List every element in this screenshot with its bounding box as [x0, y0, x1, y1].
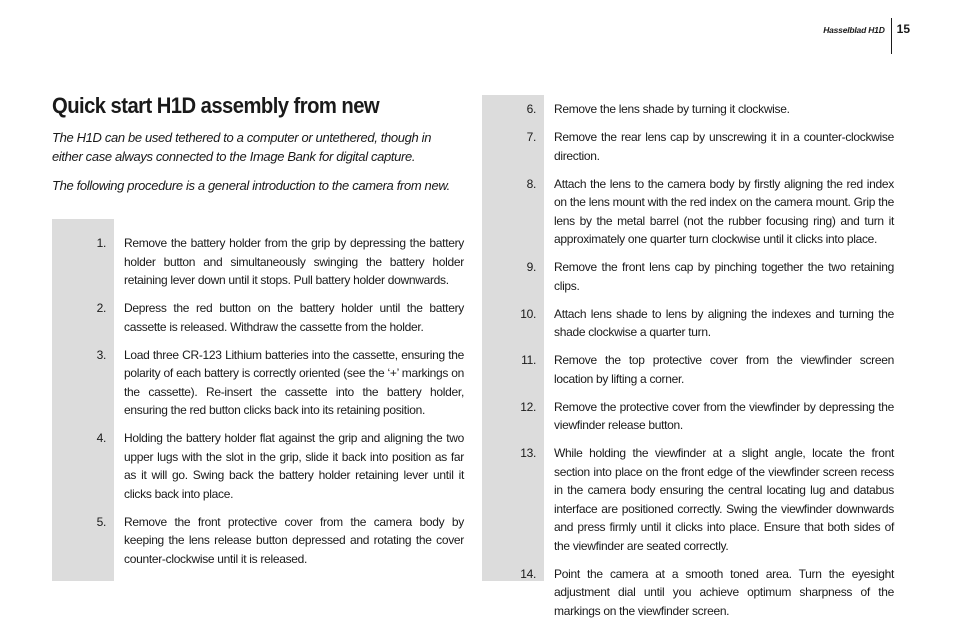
step-text: Load three CR-123 Lithium batteries into the cassette, ensuring the polarity of each battery is correctly oriented (see the ‘+’ markings on the cassette). Re-insert the cassette into the battery holder, ensuring the red button clicks back into its retaining position. [124, 347, 464, 417]
step-item-6 [482, 100, 894, 119]
step-number: 14. [520, 566, 536, 581]
step-item-8 [482, 175, 894, 249]
step-item-5 [52, 513, 464, 569]
step-item-1 [52, 234, 464, 290]
page-header [823, 18, 910, 54]
step-item-14 [482, 565, 894, 621]
step-number: 8. [526, 176, 536, 191]
step-number: 13. [520, 446, 536, 460]
page-number: 15 [896, 22, 910, 36]
step-text: Remove the protective cover from the viewfinder by depressing the viewfinder release button. [554, 399, 894, 432]
step-number: 10. [520, 306, 536, 321]
step-text: Remove the lens shade by turning it clockwise. [554, 102, 790, 116]
step-text: Remove the top protective cover from the viewfinder screen location by lifting a corner. [554, 353, 894, 386]
step-number: 5. [96, 514, 106, 529]
step-text: Remove the battery holder from the grip by depressing the battery holder button and simultaneously swinging the battery holder retaining lever down until it stops. Pull battery holder downwards. [124, 236, 464, 287]
step-text: Attach lens shade to lens by aligning the indexes and turning the shade clockwise a quarter turn. [554, 306, 894, 339]
steps-list-right [482, 100, 894, 630]
step-number: 9. [526, 260, 536, 274]
step-text: Remove the front lens cap by pinching together the two retaining clips. [554, 260, 894, 293]
step-item-7 [482, 128, 894, 165]
steps-list-left [52, 234, 464, 578]
step-number: 4. [96, 431, 106, 445]
step-text: Depress the red button on the battery holder until the battery cassette is released. Withdraw the cassette from the holder. [124, 301, 464, 334]
step-number: 12. [520, 399, 536, 414]
step-number: 1. [96, 236, 106, 250]
step-item-13 [482, 444, 894, 555]
step-number: 6. [526, 102, 536, 116]
intro-paragraph-1: The H1D can be used tethered to a computer or untethered, though in either case always connected to the Image Bank for digital capture. [52, 130, 432, 164]
step-text: Holding the battery holder flat against the grip and aligning the two upper lugs with the slot in the grip, slide it back into position as far as it will go. Swing back the battery holder retaining lever until it clicks back into place. [124, 431, 464, 501]
step-item-3 [52, 346, 464, 420]
step-item-9 [482, 258, 894, 295]
page-title: Quick start H1D assembly from new [52, 93, 380, 118]
step-item-2 [52, 299, 464, 336]
step-number: 2. [96, 301, 106, 315]
step-number: 7. [526, 130, 536, 144]
step-number: 3. [96, 347, 106, 362]
intro-paragraph-2: The following procedure is a general introduction to the camera from new. [52, 178, 450, 193]
step-item-4 [52, 429, 464, 503]
step-text: While holding the viewfinder at a slight angle, locate the front section into place on the front edge of the viewfinder screen recess in the camera body ensuring the central locating lug and databus interface are positioned correctly. Swing the viewfinder downwards and press firmly until it clicks into place. Ensure that both sides of the viewfinder are seated correctly. [554, 446, 894, 553]
step-text: Remove the rear lens cap by unscrewing it in a counter-clockwise direction. [554, 130, 894, 163]
step-text: Remove the front protective cover from the camera body by keeping the lens release button depressed and rotating the cover counter-clockwise until it is released. [124, 514, 464, 566]
step-item-10 [482, 305, 894, 342]
step-text: Point the camera at a smooth toned area. Turn the eyesight adjustment dial until you achieve optimum sharpness of the markings on the viewfinder screen. [554, 566, 894, 618]
step-item-12 [482, 398, 894, 435]
step-item-11 [482, 351, 894, 388]
step-number: 11. [521, 353, 536, 367]
step-text: Attach the lens to the camera body by firstly aligning the red index on the lens mount with the red index on the camera mount. Grip the lens by the metal barrel (not the rubber focusing ring) and turn it approximately one quarter turn clockwise until it clicks into place. [554, 176, 894, 246]
header-brand: Hasselblad H1D [823, 25, 885, 35]
